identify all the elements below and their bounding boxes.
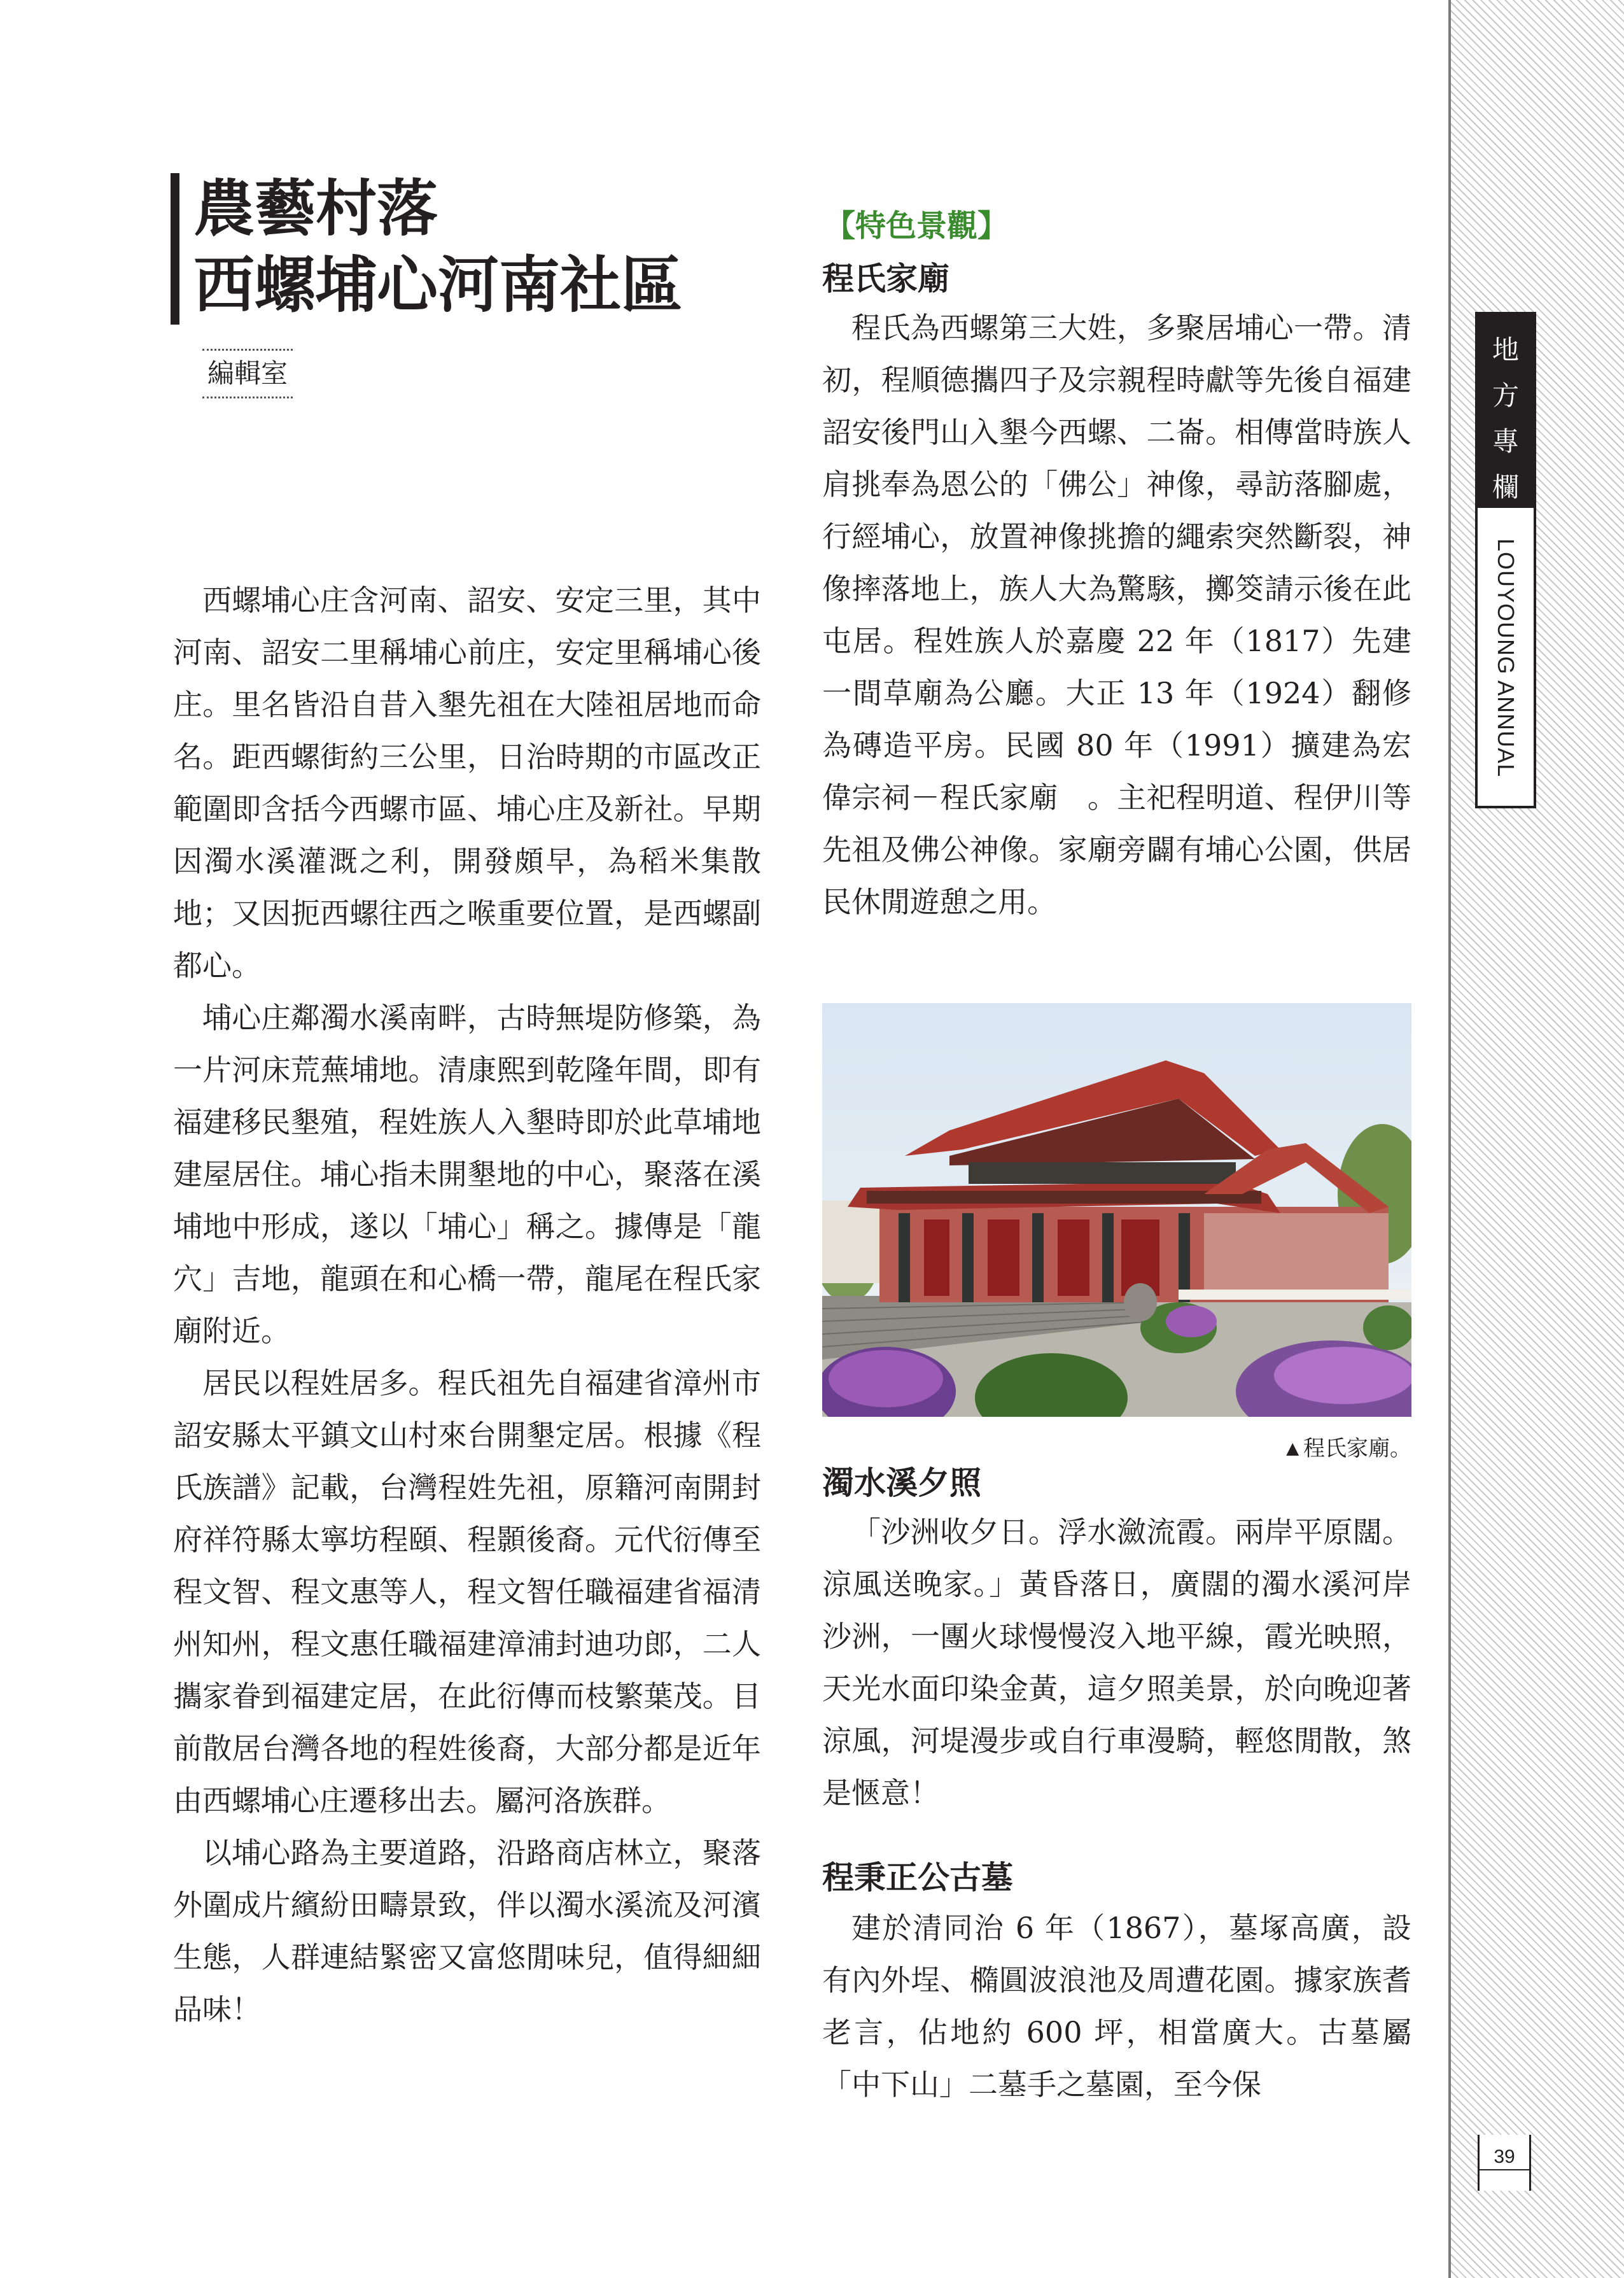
temple-photo (822, 1003, 1411, 1417)
section-tab (1475, 312, 1536, 808)
section-text-family-temple (822, 302, 1411, 928)
paragraph: 西螺埔心庄含河南、詔安、安定三里，其中河南、詔安二里稱埔心前庄，安定里稱埔心後庄。里名皆沿自昔入墾先祖在大陸祖居地而命名。距西螺街約三公里，日治時期的市區改正範圍即含括今西螺市區、埔心庄及新社。早期因濁水溪灌溉之利，開發頗早，為稻米集散地；又因扼西螺往西之喉重要位置，是西螺副都心。 (173, 583, 761, 983)
paragraph: 建於清同治 6 年（1867），墓塚高廣，設有內外埕、橢圓波浪池及周遭花園。據家族耆老言，佔地約 600 坪，相當廣大。古墓屬「中下山」二墓手之墓園，至今保 (822, 1911, 1411, 2102)
paragraph: 「沙洲收夕日。浮水瀲流霞。兩岸平原闊。涼風送晚家。」黃昏落日，廣闊的濁水溪河岸沙洲，一團火球慢慢沒入地平線，霞光映照，天光水面印染金黃，這夕照美景，於向晚迎著涼風，河堤漫步或自行車漫騎，輕悠閒散，煞是愜意！ (822, 1515, 1411, 1810)
page-number-box (1478, 2135, 1531, 2191)
section-text-sunset (822, 1506, 1411, 1819)
section-char: 方 (1492, 380, 1519, 411)
section-tab-chinese (1478, 314, 1534, 508)
section-heading-family-temple: 程氏家廟 (822, 260, 949, 297)
feature-section-label: 【特色景觀】 (825, 208, 1009, 244)
section-char: 地 (1492, 334, 1519, 365)
paragraph: 程氏為西螺第三大姓，多聚居埔心一帶。清初，程順德攜四子及宗親程時獻等先後自福建詔安後門山入墾今西螺、二崙。相傳當時族人肩挑奉為恩公的「佛公」神像，尋訪落腳處，行經埔心，放置神像挑擔的繩索突然斷裂，神像摔落地上，族人大為驚駭，擲筊請示後在此屯居。程姓族人於嘉慶 22 年（1817）先建一間草廟為公廳。大正 13 年（1924）翻修為磚造平房。民國 80 年（1991）擴建為宏偉宗祠－程氏家廟 。主祀程明道、程伊川等先祖及佛公神像。家廟旁闢有埔心公園，供居民休閒遊憩之用。 (822, 311, 1411, 919)
page-number: 39 (1480, 2146, 1529, 2170)
section-heading-ancient-tomb: 程秉正公古墓 (822, 1859, 1013, 1896)
section-tab-english (1478, 508, 1534, 808)
section-char: 欄 (1492, 472, 1519, 503)
paragraph: 以埔心路為主要道路，沿路商店林立，聚落外圍成片繽紛田疇景致，伴以濁水溪流及河濱生態，人群連結緊密又富悠閒味兒，值得細細品味！ (173, 1836, 761, 2027)
article-title (193, 171, 682, 323)
section-text-ancient-tomb (822, 1902, 1411, 2111)
paragraph: 埔心庄鄰濁水溪南畔，古時無堤防修築，為一片河床荒蕪埔地。清康熙到乾隆年間，即有福建移民墾殖，程姓族人入墾時即於此草埔地建屋居住。埔心指未開墾地的中心，聚落在溪埔地中形成，遂以「埔心」稱之。據傳是「龍穴」吉地，龍頭在和心橋一帶，龍尾在程氏家廟附近。 (173, 1001, 761, 1348)
paragraph: 居民以程姓居多。程氏祖先自福建省漳州市詔安縣太平鎮文山村來台開墾定居。根據《程氏族譜》記載，台灣程姓先祖，原籍河南開封府祥符縣太寧坊程頤、程顥後裔。元代衍傳至程文智、程文惠等人，程文智任職福建省福清州知州，程文惠任職福建漳浦封迪功郎，二人攜家眷到福建定居，在此衍傳而枝繁葉茂。目前散居台灣各地的程姓後裔，大部分都是近年由西螺埔心庄遷移出去。屬河洛族群。 (173, 1366, 761, 1818)
title-line-2: 西螺埔心河南社區 (193, 249, 682, 321)
publication-name: LOUYOUNG ANNUAL (1493, 538, 1519, 778)
title-line-1: 農藝村落 (193, 172, 438, 244)
section-char: 專 (1492, 426, 1519, 457)
left-column (173, 574, 761, 2035)
title-accent-bar (171, 173, 179, 325)
photo-caption: ▲程氏家廟。 (1282, 1437, 1411, 1461)
section-heading-sunset: 濁水溪夕照 (822, 1464, 981, 1501)
author-byline: 編輯室 (202, 349, 293, 398)
